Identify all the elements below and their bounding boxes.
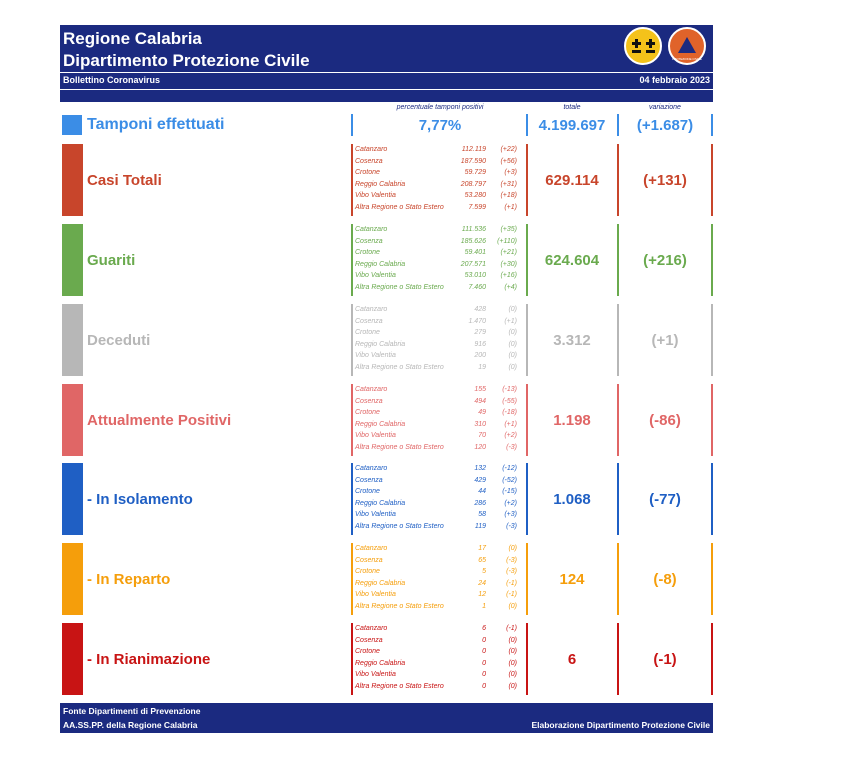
province-row [355,568,525,580]
section-label: - In Isolamento [87,491,193,508]
header-banner [60,25,713,72]
section-total: 1.068 [553,491,591,508]
province-name: Catanzaro [355,625,388,632]
province-name: Cosenza [355,397,383,405]
province-value: 111.536 [461,226,486,233]
section-divider [351,623,353,695]
province-value: 17 [478,545,486,552]
province-name: Cosenza [355,237,383,245]
tamponi-color-square [62,115,82,135]
section-divider [526,304,528,376]
province-row [355,341,525,353]
section-divider [351,463,353,535]
province-delta: (-15) [502,488,517,496]
section-block [0,543,848,615]
section-label: Casi Totali [87,172,162,189]
section-divider [711,463,713,535]
province-delta: (-3) [506,556,517,564]
province-row [355,625,525,637]
bulletin-bar [60,72,713,89]
section-divider [711,623,713,695]
province-delta: (+2) [504,432,517,440]
pct-column-header: percentuale tamponi positivi [396,104,484,111]
province-value: 49 [478,409,486,417]
province-delta: (0) [508,329,517,337]
section-divider [617,623,619,695]
province-name: Reggio Calabria [355,499,406,507]
province-value: 0 [482,671,486,679]
province-row [355,261,525,273]
province-row [355,580,525,592]
section-variation: (+131) [643,172,687,189]
section-label: - In Reparto [87,571,171,588]
province-delta: (-1) [506,625,517,632]
province-name: Vibo Valentia [355,192,396,200]
province-value: 5 [482,568,486,576]
province-name: Crotone [355,488,380,496]
province-delta: (0) [508,602,517,610]
province-row [355,511,525,523]
province-row [355,637,525,649]
province-row [355,648,525,660]
province-row [355,226,525,238]
province-row [355,591,525,603]
bulletin-date: 04 febbraio 2023 [639,75,710,85]
province-delta: (-3) [506,443,517,451]
province-name: Altra Regione o Stato Estero [355,682,444,690]
province-value: 155 [474,386,486,393]
province-delta: (+110) [497,237,517,245]
province-name: Reggio Calabria [355,340,406,348]
province-delta: (-55) [502,397,517,405]
section-total: 1.198 [553,412,591,429]
province-value: 1 [482,602,486,610]
section-color-square [62,224,83,296]
province-delta: (-12) [502,465,517,472]
section-divider [617,304,619,376]
section-color-square [62,144,83,216]
province-row [355,284,525,296]
department-title: Dipartimento Protezione Civile [63,51,310,70]
province-value: 132 [474,465,486,472]
section-divider [351,224,353,296]
province-name: Reggio Calabria [355,260,406,268]
province-row [355,671,525,683]
province-value: 65 [478,556,486,564]
province-name: Crotone [355,568,380,576]
province-delta: (+3) [504,511,517,519]
province-value: 53.010 [464,272,486,280]
section-divider [617,543,619,615]
section-divider [617,144,619,216]
section-variation: (-77) [649,491,681,508]
section-variation: (-86) [649,412,681,429]
section-divider [711,144,713,216]
province-row [355,352,525,364]
section-divider [351,144,353,216]
province-name: Catanzaro [355,146,388,153]
province-name: Crotone [355,249,380,257]
province-row [355,557,525,569]
section-color-square [62,543,83,615]
header-divider [60,90,713,102]
province-row [355,523,525,535]
province-name: Altra Regione o Stato Estero [355,602,444,610]
province-name: Cosenza [355,157,383,165]
province-value: 208.797 [460,180,486,188]
province-delta: (0) [508,352,517,360]
province-name: Vibo Valentia [355,272,396,280]
bulletin-label: Bollettino Coronavirus [63,75,161,85]
province-delta: (0) [508,340,517,348]
section-divider [711,543,713,615]
province-delta: (0) [508,306,517,313]
province-row [355,421,525,433]
province-value: 207.571 [460,260,486,268]
section-variation: (+216) [643,252,687,269]
province-row [355,386,525,398]
section-color-square [62,384,83,456]
section-divider [526,224,528,296]
province-delta: (-18) [502,409,517,417]
province-value: 0 [482,636,486,644]
province-row [355,364,525,376]
section-color-square [62,463,83,535]
province-row [355,500,525,512]
province-value: 286 [474,499,486,507]
province-list [355,545,525,615]
province-list [355,306,525,376]
section-divider [617,463,619,535]
province-delta: (+1) [504,420,517,428]
province-row [355,329,525,341]
province-name: Catanzaro [355,226,388,233]
section-divider [711,224,713,296]
province-delta: (+22) [500,146,517,153]
province-delta: (+18) [500,192,517,200]
province-value: 58 [478,511,486,519]
protezione-civile-logo [668,27,706,65]
province-delta: (0) [508,636,517,644]
province-value: 44 [478,488,486,496]
tamponi-divider [711,114,713,136]
province-name: Altra Regione o Stato Estero [355,363,444,371]
footer-source-line2: AA.SS.PP. della Regione Calabria [63,720,198,730]
region-title: Regione Calabria [63,29,202,48]
section-label: Guariti [87,252,136,269]
province-value: 112.119 [461,146,486,153]
province-row [355,158,525,170]
province-name: Altra Regione o Stato Estero [355,283,444,291]
province-delta: (+16) [500,272,517,280]
province-value: 429 [474,476,486,484]
province-value: 70 [478,432,486,440]
section-variation: (+1) [651,332,679,349]
tamponi-divider [351,114,353,136]
province-row [355,465,525,477]
province-value: 59.729 [464,169,486,177]
province-row [355,192,525,204]
section-label: Attualmente Positivi [87,412,232,429]
province-row [355,146,525,158]
province-row [355,603,525,615]
section-total: 6 [567,651,577,668]
section-label: Deceduti [87,332,151,349]
province-value: 279 [474,329,486,337]
province-delta: (-3) [506,568,517,576]
province-value: 12 [478,591,486,599]
province-row [355,249,525,261]
province-delta: (+1) [504,203,517,211]
section-divider [526,144,528,216]
tamponi-pct: 7,77% [418,117,462,134]
province-row [355,272,525,284]
province-delta: (+21) [500,249,517,257]
province-list [355,226,525,296]
tamponi-total: 4.199.697 [538,117,606,134]
province-name: Cosenza [355,636,383,644]
province-value: 200 [474,352,486,360]
province-name: Crotone [355,648,380,656]
province-row [355,545,525,557]
province-name: Crotone [355,329,380,337]
footer-source-line1: Fonte Dipartimenti di Prevenzione [63,706,201,716]
province-value: 7.599 [468,203,486,211]
province-value: 7.460 [468,283,486,291]
province-name: Cosenza [355,317,383,325]
province-name: Altra Regione o Stato Estero [355,443,444,451]
province-name: Crotone [355,409,380,417]
province-row [355,204,525,216]
province-name: Cosenza [355,476,383,484]
province-name: Altra Regione o Stato Estero [355,522,444,530]
province-row [355,477,525,489]
province-row [355,683,525,695]
province-value: 120 [474,443,486,451]
province-value: 59.401 [464,249,486,257]
province-name: Reggio Calabria [355,659,406,667]
province-value: 916 [474,340,486,348]
province-list [355,625,525,695]
province-delta: (+4) [504,283,517,291]
province-delta: (+1) [504,317,517,325]
section-divider [526,623,528,695]
province-name: Catanzaro [355,386,388,393]
province-value: 185.626 [460,237,486,245]
province-delta: (0) [508,363,517,371]
province-name: Catanzaro [355,465,388,472]
province-value: 494 [474,397,486,405]
section-divider [351,384,353,456]
section-block [0,304,848,376]
section-divider [351,543,353,615]
province-delta: (+3) [504,169,517,177]
province-value: 0 [482,682,486,690]
province-list [355,465,525,535]
section-divider [526,463,528,535]
section-color-square [62,623,83,695]
province-name: Altra Regione o Stato Estero [355,203,444,211]
province-value: 310 [474,420,486,428]
province-row [355,318,525,330]
province-value: 0 [482,648,486,656]
tamponi-label: Tamponi effettuati [87,116,225,133]
province-value: 6 [482,625,486,632]
section-variation: (-8) [653,571,677,588]
province-name: Reggio Calabria [355,579,406,587]
province-row [355,169,525,181]
province-name: Vibo Valentia [355,511,396,519]
province-name: Vibo Valentia [355,432,396,440]
logo-text: PROTEZIONE CIVILE [672,57,702,61]
province-row [355,238,525,250]
section-block [0,224,848,296]
province-value: 428 [474,306,486,313]
province-delta: (+30) [500,260,517,268]
province-row [355,432,525,444]
province-delta: (0) [508,682,517,690]
province-name: Vibo Valentia [355,671,396,679]
section-total: 624.604 [544,252,600,269]
province-value: 53.280 [464,192,486,200]
section-divider [526,543,528,615]
section-divider [526,384,528,456]
province-delta: (+56) [500,157,517,165]
regione-calabria-logo [624,27,662,65]
province-delta: (0) [508,545,517,552]
section-block [0,144,848,216]
province-name: Crotone [355,169,380,177]
province-row [355,660,525,672]
province-row [355,488,525,500]
province-delta: (-1) [506,591,517,599]
footer-credit: Elaborazione Dipartimento Protezione Civile [531,720,710,730]
province-name: Catanzaro [355,306,388,313]
province-value: 24 [478,579,486,587]
province-delta: (-3) [506,522,517,530]
section-divider [617,224,619,296]
tamponi-variation: (+1.687) [636,117,694,134]
province-value: 19 [478,363,486,371]
province-value: 1.470 [468,317,486,325]
province-delta: (0) [508,648,517,656]
section-total: 3.312 [553,332,591,349]
section-divider [617,384,619,456]
total-column-header: totale [563,104,581,111]
province-name: Vibo Valentia [355,591,396,599]
province-delta: (+31) [500,180,517,188]
section-block [0,463,848,535]
section-divider [711,384,713,456]
province-delta: (-52) [502,476,517,484]
section-divider [711,304,713,376]
province-delta: (+2) [504,499,517,507]
province-row [355,181,525,193]
province-value: 119 [474,522,486,530]
tamponi-divider [526,114,528,136]
variation-column-header: variazione [649,104,681,111]
province-list [355,386,525,456]
province-name: Reggio Calabria [355,420,406,428]
section-total: 629.114 [545,172,599,189]
tamponi-divider [617,114,619,136]
section-color-square [62,304,83,376]
section-block [0,384,848,456]
province-delta: (-1) [506,579,517,587]
province-row [355,409,525,421]
province-row [355,444,525,456]
province-row [355,306,525,318]
province-name: Catanzaro [355,545,388,552]
province-row [355,398,525,410]
province-value: 0 [482,659,486,667]
province-delta: (-13) [502,386,517,393]
section-variation: (-1) [653,651,677,668]
section-divider [351,304,353,376]
province-name: Vibo Valentia [355,352,396,360]
section-label: - In Rianimazione [87,651,211,668]
province-name: Cosenza [355,556,383,564]
province-delta: (0) [508,659,517,667]
section-block [0,623,848,695]
province-delta: (+35) [500,226,517,233]
province-value: 187.590 [460,157,486,165]
footer [60,703,713,733]
province-name: Reggio Calabria [355,180,406,188]
province-list [355,146,525,216]
province-delta: (0) [508,671,517,679]
section-total: 124 [559,571,585,588]
